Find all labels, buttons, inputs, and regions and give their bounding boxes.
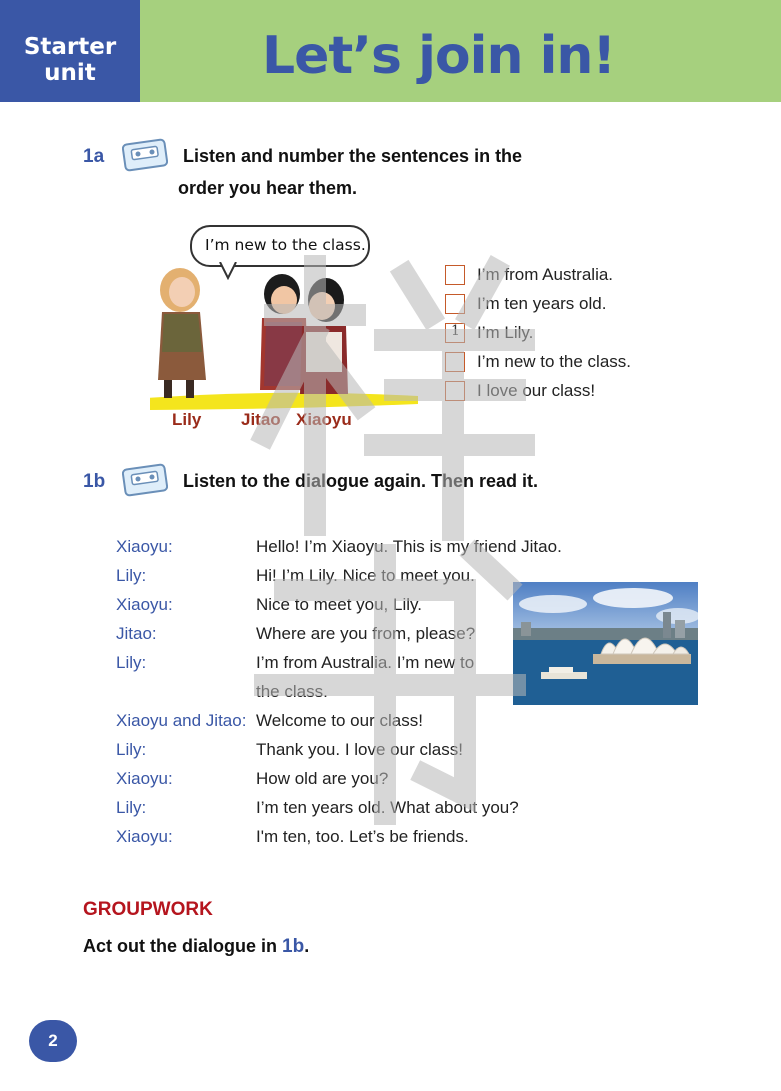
answer-box-number: 1	[451, 323, 460, 339]
exercise-reference: 1b	[282, 936, 305, 957]
exercise-1a-number: 1a	[83, 146, 105, 167]
unit-header-band	[0, 0, 781, 102]
dialogue-speaker: Lily:	[116, 653, 147, 672]
exercise-1b-number: 1b	[83, 471, 106, 492]
answer-box[interactable]	[445, 381, 465, 401]
dialogue-line: I’m ten years old. What about you?	[256, 798, 519, 817]
dialogue-line: Hello! I’m Xiaoyu. This is my friend Jitao.	[256, 537, 562, 556]
dialogue-line: Thank you. I love our class!	[256, 740, 463, 759]
page-title: Let’s join in!	[262, 26, 616, 86]
dialogue-line: Welcome to our class!	[256, 711, 423, 730]
answer-box[interactable]	[445, 265, 465, 285]
exercise-1a-instruction-line2: order you hear them.	[178, 178, 358, 198]
dialogue-speaker: Xiaoyu:	[116, 595, 173, 614]
dialogue-speaker: Lily:	[116, 740, 147, 759]
cassette-tape-icon[interactable]	[122, 463, 168, 497]
dialogue-speaker: Xiaoyu and Jitao:	[116, 711, 247, 730]
dialogue-speaker: Jitao:	[116, 624, 157, 643]
sentence-item: I’m from Australia.	[477, 265, 614, 284]
cassette-tape-icon[interactable]	[122, 138, 168, 172]
dialogue-speaker: Lily:	[116, 566, 147, 585]
sentence-item: I’m Lily.	[477, 323, 534, 342]
dialogue-line: the class.	[256, 682, 328, 701]
dialogue-speaker: Xiaoyu:	[116, 537, 173, 556]
dialogue-speaker: Xiaoyu:	[116, 769, 173, 788]
unit-label-line1: Starter	[23, 34, 117, 60]
groupwork-heading: GROUPWORK	[83, 899, 213, 920]
sentence-item: I’m ten years old.	[477, 294, 607, 313]
speech-bubble-text: I’m new to the class.	[205, 236, 366, 254]
answer-box[interactable]	[445, 352, 465, 372]
dialogue-line: Where are you from, please?	[256, 624, 476, 643]
groupwork-instruction-end: .	[304, 936, 310, 956]
groupwork-instruction-text: Act out the dialogue in	[83, 936, 282, 956]
exercise-1b-instruction: Listen to the dialogue again. Then read it.	[183, 471, 539, 491]
dialogue-line: Hi! I’m Lily. Nice to meet you.	[256, 566, 475, 585]
unit-label-line2: unit	[44, 60, 96, 86]
dialogue-line: How old are you?	[256, 769, 389, 788]
dialogue-speaker: Xiaoyu:	[116, 827, 173, 846]
groupwork-instruction	[83, 936, 309, 958]
sentence-item: I love our class!	[477, 381, 596, 400]
starter-unit-badge	[0, 0, 140, 102]
sentence-item: I’m new to the class.	[477, 352, 632, 371]
dialogue-line: I'm ten, too. Let’s be friends.	[256, 827, 469, 846]
dialogue-speaker: Lily:	[116, 798, 147, 817]
name-label-xiaoyu: Xiaoyu	[296, 410, 352, 429]
children-photo	[150, 262, 430, 412]
exercise-1a-instruction-line1: Listen and number the sentences in the	[183, 146, 523, 166]
answer-box[interactable]	[445, 294, 465, 314]
page-number: 2	[29, 1020, 77, 1062]
dialogue-line: Nice to meet you, Lily.	[256, 595, 422, 614]
name-label-jitao: Jitao	[241, 410, 281, 429]
dialogue-line: I’m from Australia. I’m new to	[256, 653, 475, 672]
sydney-opera-house-photo	[513, 582, 698, 705]
name-label-lily: Lily	[172, 410, 202, 429]
